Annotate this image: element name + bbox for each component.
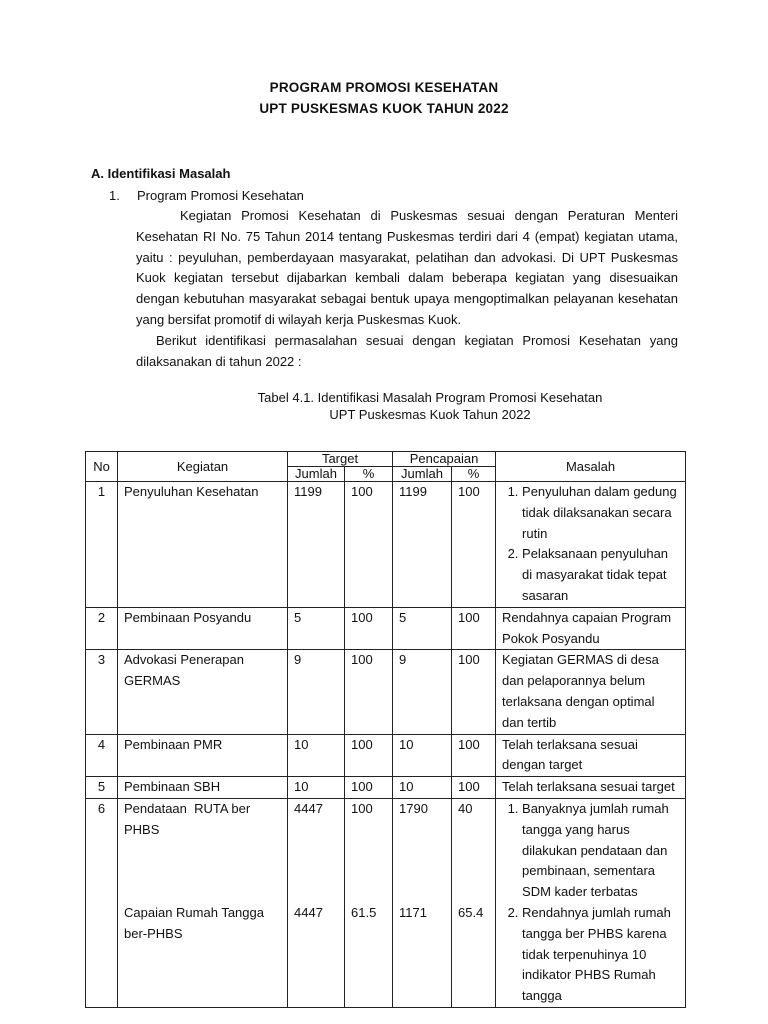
cell-target-jumlah: 9 [288,650,345,734]
list-item-title: Program Promosi Kesehatan [137,188,304,203]
cell-no: 5 [86,777,118,799]
cell-masalah [496,798,686,1007]
cell-masalah: Kegiatan GERMAS di desa dan pelaporannya belum terlaksana dengan optimal dan tertib [496,650,686,734]
cell-no: 2 [86,607,118,650]
header-masalah: Masalah [496,452,686,482]
value-main: 4447 [294,800,323,816]
table-caption-line2: UPT Puskesmas Kuok Tahun 2022 [329,407,531,422]
cell-capaian-jumlah: 10 [393,734,452,777]
cell-target-jumlah: 1199 [288,482,345,608]
cell-target-persen: 100 [345,607,393,650]
header-target-jumlah: Jumlah [288,467,345,482]
masalah-item: 2. Pelaksanaan penyuluhan di masyarakat tidak tepat sasaran [522,544,679,606]
table-row [86,607,686,650]
header-capaian-jumlah: Jumlah [393,467,452,482]
cell-target-persen: 100 [345,650,393,734]
cell-masalah: Telah terlaksana sesuai target [496,777,686,799]
cell-target-jumlah: 10 [288,777,345,799]
cell-target-jumlah: 10 [288,734,345,777]
cell-capaian-persen: 100 [452,777,496,799]
value-sub: 1171 [399,904,427,920]
paragraph-identification: Berikut identifikasi permasalahan sesuai dengan kegiatan Promosi Kesehatan yang dilaksanakan di tahun 2022 : [136,333,678,369]
masalah-item: 1. Penyuluhan dalam gedung tidak dilaksanakan secara rutin [522,482,679,544]
kegiatan-sub: Capaian Rumah Tangga ber-PHBS [124,904,264,941]
cell-masalah [496,482,686,608]
cell-target-persen [345,798,393,1007]
cell-capaian-persen [452,798,496,1007]
cell-kegiatan: Penyuluhan Kesehatan [118,482,288,608]
cell-kegiatan: Pembinaan SBH [118,777,288,799]
cell-capaian-jumlah: 1199 [393,482,452,608]
cell-masalah: Telah terlaksana sesuai dengan target [496,734,686,777]
section-heading: A. Identifikasi Masalah [91,166,231,181]
list-item-number: 1. [109,188,120,203]
cell-kegiatan [118,798,288,1007]
cell-kegiatan: Advokasi Penerapan GERMAS [118,650,288,734]
paragraph-intro: Kegiatan Promosi Kesehatan di Puskesmas sesuai dengan Peraturan Menteri Kesehatan RI No. 75 Tahun 2014 tentang Puskesmas terdiri dari 4 (empat) kegiatan utama, yaitu : peyuluhan, pemberdayaan masyarakat, pelatihan dan advokasi. Di UPT Puskesmas Kuok kegiatan tersebut dijabarkan kembali dalam beberapa kegiatan yang disesuaikan dengan kebutuhan masyarakat sebagai bentuk upaya mengoptimalkan pelayanan kesehatan yang bersifat promotif di wilayah kerja Puskesmas Kuok. [136,208,678,327]
cell-target-persen: 100 [345,734,393,777]
document-title-line2: UPT PUSKESMAS KUOK TAHUN 2022 [259,101,509,116]
cell-capaian-jumlah [393,798,452,1007]
value-main: 100 [351,800,373,816]
cell-capaian-persen: 100 [452,482,496,608]
header-target-persen: % [345,467,393,482]
kegiatan-main: Pendataan RUTA ber PHBS [124,800,254,837]
value-sub: 61.5 [351,904,377,920]
cell-capaian-persen: 100 [452,607,496,650]
table-row [86,734,686,777]
cell-no: 6 [86,798,118,1007]
cell-capaian-jumlah: 9 [393,650,452,734]
header-target: Target [288,452,393,467]
cell-capaian-jumlah: 10 [393,777,452,799]
cell-capaian-persen: 100 [452,734,496,777]
problem-identification-table [85,451,686,1008]
cell-capaian-persen: 100 [452,650,496,734]
masalah-item: 1. Banyaknya jumlah rumah tangga yang harus dilakukan pendataan dan pembinaan, sementara SDM kader terbatas [522,799,679,903]
masalah-item: 2. Rendahnya jumlah rumah tangga ber PHBS karena tidak terpenuhinya 10 indikator PHBS Rumah tangga [522,903,679,1007]
table-row [86,650,686,734]
cell-no: 3 [86,650,118,734]
cell-target-jumlah: 5 [288,607,345,650]
table-row [86,798,686,1007]
value-main: 40 [458,800,473,816]
header-kegiatan: Kegiatan [118,452,288,482]
header-no: No [86,452,118,482]
cell-no: 1 [86,482,118,608]
value-sub: 65.4 [458,904,484,920]
cell-target-persen: 100 [345,482,393,608]
table-row [86,777,686,799]
cell-kegiatan: Pembinaan PMR [118,734,288,777]
cell-no: 4 [86,734,118,777]
document-title-line1: PROGRAM PROMOSI KESEHATAN [269,80,499,95]
header-pencapaian: Pencapaian [393,452,496,467]
list-item-program [109,188,304,203]
value-main: 1790 [399,800,428,816]
cell-masalah: Rendahnya capaian Program Pokok Posyandu [496,607,686,650]
table-caption-line1: Tabel 4.1. Identifikasi Masalah Program Promosi Kesehatan [257,390,603,405]
cell-target-persen: 100 [345,777,393,799]
header-capaian-persen: % [452,467,496,482]
table-row [86,482,686,608]
cell-kegiatan: Pembinaan Posyandu [118,607,288,650]
cell-capaian-jumlah: 5 [393,607,452,650]
value-sub: 4447 [294,904,323,920]
cell-target-jumlah [288,798,345,1007]
